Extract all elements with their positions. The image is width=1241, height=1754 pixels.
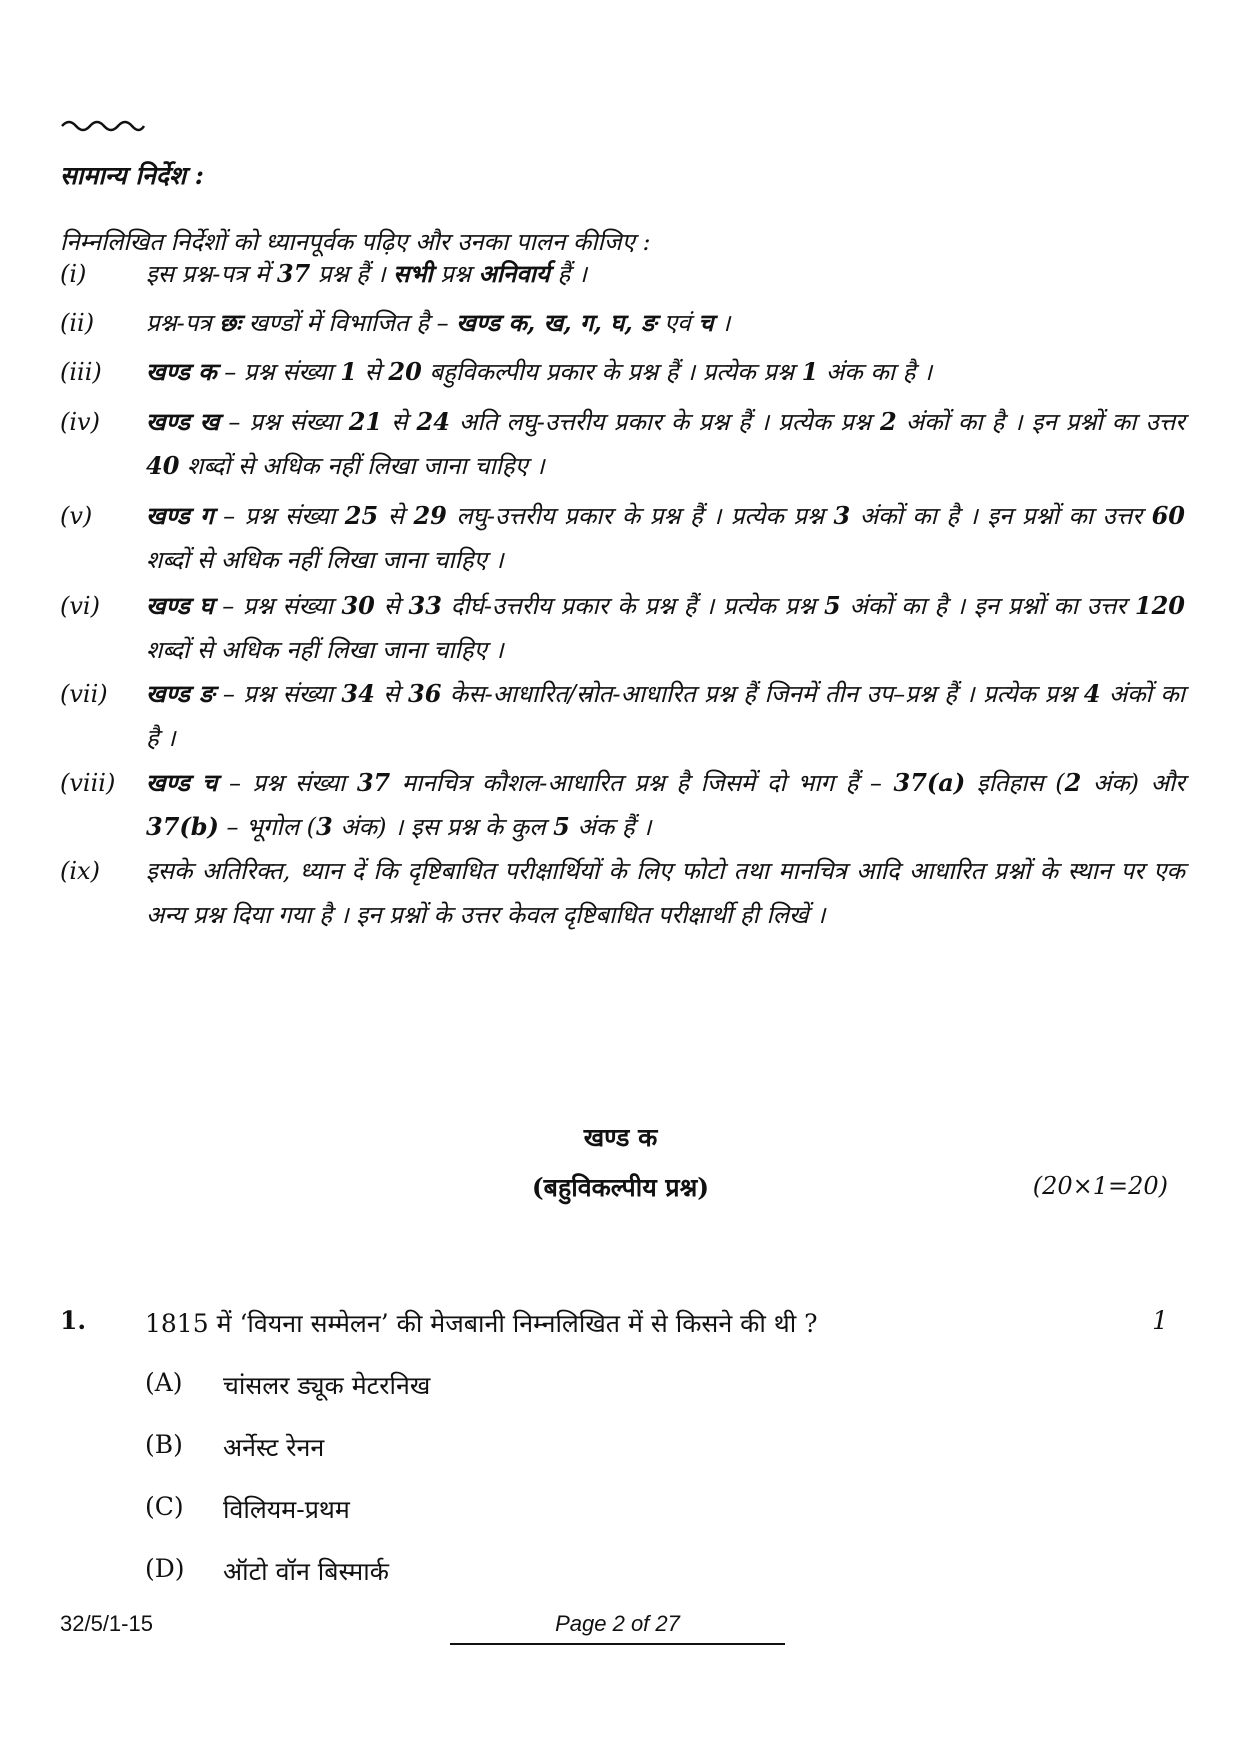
paper-code: 32/5/1-15 bbox=[60, 1611, 153, 1636]
option-b bbox=[145, 1430, 324, 1464]
instruction-text: इस प्रश्न-पत्र में 37 प्रश्न हैं । सभी प्रश्न अनिवार्य हैं । bbox=[146, 259, 587, 288]
instruction-text: खण्ड ख – प्रश्न संख्या 21 से 24 अति लघु-उत्तरीय प्रकार के प्रश्न हैं । प्रत्येक प्रश्न 2 अंकों का है । इन प्रश्नों का उत्तर 40 शब्दों से अधिक नहीं लिखा जाना चाहिए । bbox=[146, 407, 1185, 480]
option-a bbox=[145, 1368, 430, 1402]
instruction-item bbox=[60, 584, 1185, 672]
instruction-text: खण्ड घ – प्रश्न संख्या 30 से 33 दीर्घ-उत्तरीय प्रकार के प्रश्न हैं । प्रत्येक प्रश्न 5 अंकों का है । इन प्रश्नों का उत्तर 120 शब्दों से अधिक नहीं लिखा जाना चाहिए । bbox=[146, 591, 1186, 664]
question-marks: 1 bbox=[1152, 1306, 1168, 1335]
instruction-item bbox=[60, 400, 1185, 488]
instructions-intro: निम्नलिखित निर्देशों को ध्यानपूर्वक पढ़िए और उनका पालन कीजिए : bbox=[60, 228, 651, 256]
instruction-number: (i) bbox=[60, 260, 87, 288]
question-number: 1. bbox=[60, 1306, 87, 1335]
instruction-text: इसके अतिरिक्त, ध्यान दें कि दृष्टिबाधित परीक्षार्थियों के लिए फोटो तथा मानचित्र आदि आधारित प्रश्नों के स्थान पर एक अन्य प्रश्न दिया गया है । इन प्रश्नों के उत्तर केवल दृष्टिबाधित परीक्षार्थी ही लिखें । bbox=[146, 857, 1185, 929]
instruction-item bbox=[60, 494, 1185, 582]
section-title: खण्ड क bbox=[583, 1123, 658, 1152]
option-text: विलियम-प्रथम bbox=[223, 1495, 350, 1524]
instruction-number: (vi) bbox=[60, 592, 100, 620]
instruction-item bbox=[60, 849, 1185, 937]
instruction-text: खण्ड ङ – प्रश्न संख्या 34 से 36 केस-आधारित/स्रोत-आधारित प्रश्न हैं जिनमें तीन उप–प्रश्न हैं । प्रत्येक प्रश्न 4 अंकों का है । bbox=[146, 679, 1186, 752]
instruction-number: (v) bbox=[60, 502, 93, 530]
instruction-text: प्रश्न-पत्र छः खण्डों में विभाजित है – खण्ड क, ख, ग, घ, ङ एवं च । bbox=[146, 308, 731, 337]
instruction-number: (iv) bbox=[60, 408, 100, 436]
instruction-item bbox=[60, 350, 1185, 394]
option-label: (B) bbox=[145, 1430, 183, 1459]
page-number: Page 2 of 27 bbox=[555, 1611, 680, 1636]
section-subtitle: (बहुविकल्पीय प्रश्न) bbox=[531, 1173, 710, 1202]
option-label: (D) bbox=[145, 1554, 185, 1583]
option-label: (A) bbox=[145, 1368, 183, 1397]
option-d bbox=[145, 1554, 389, 1588]
instruction-item bbox=[60, 672, 1185, 760]
footer-divider bbox=[450, 1643, 785, 1645]
option-text: अर्नेस्ट रेनन bbox=[223, 1433, 325, 1462]
instruction-text: खण्ड क – प्रश्न संख्या 1 से 20 बहुविकल्पीय प्रकार के प्रश्न हैं । प्रत्येक प्रश्न 1 अंक का है । bbox=[146, 357, 933, 386]
section-marks: (20×1=20) bbox=[1032, 1172, 1168, 1200]
option-label: (C) bbox=[145, 1492, 184, 1521]
wavy-line-decoration bbox=[60, 118, 145, 134]
instruction-item bbox=[60, 252, 1185, 296]
instruction-item bbox=[60, 301, 1185, 345]
instruction-number: (ix) bbox=[60, 857, 100, 885]
question-text: 1815 में ‘वियना सम्मेलन’ की मेजबानी निम्नलिखित में से किसने की थी ? bbox=[145, 1309, 818, 1338]
option-text: ऑटो वॉन बिस्मार्क bbox=[223, 1557, 389, 1586]
instruction-text: खण्ड ग – प्रश्न संख्या 25 से 29 लघु-उत्तरीय प्रकार के प्रश्न हैं । प्रत्येक प्रश्न 3 अंकों का है । इन प्रश्नों का उत्तर 60 शब्दों से अधिक नहीं लिखा जाना चाहिए । bbox=[146, 501, 1185, 574]
instruction-number: (vii) bbox=[60, 680, 108, 708]
general-instructions-title: सामान्य निर्देश : bbox=[60, 161, 204, 190]
option-text: चांसलर ड्यूक मेटरनिख bbox=[223, 1371, 431, 1400]
instruction-number: (viii) bbox=[60, 769, 116, 797]
instruction-number: (ii) bbox=[60, 309, 95, 337]
instruction-number: (iii) bbox=[60, 358, 102, 386]
instruction-text: खण्ड च – प्रश्न संख्या 37 मानचित्र कौशल-आधारित प्रश्न है जिसमें दो भाग हैं – 37(a) इतिहास (2 अंक) और 37(b) – भूगोल (3 अंक) । इस प्रश्न के कुल 5 अंक हैं । bbox=[146, 768, 1185, 841]
option-c bbox=[145, 1492, 350, 1526]
instruction-item bbox=[60, 761, 1185, 849]
